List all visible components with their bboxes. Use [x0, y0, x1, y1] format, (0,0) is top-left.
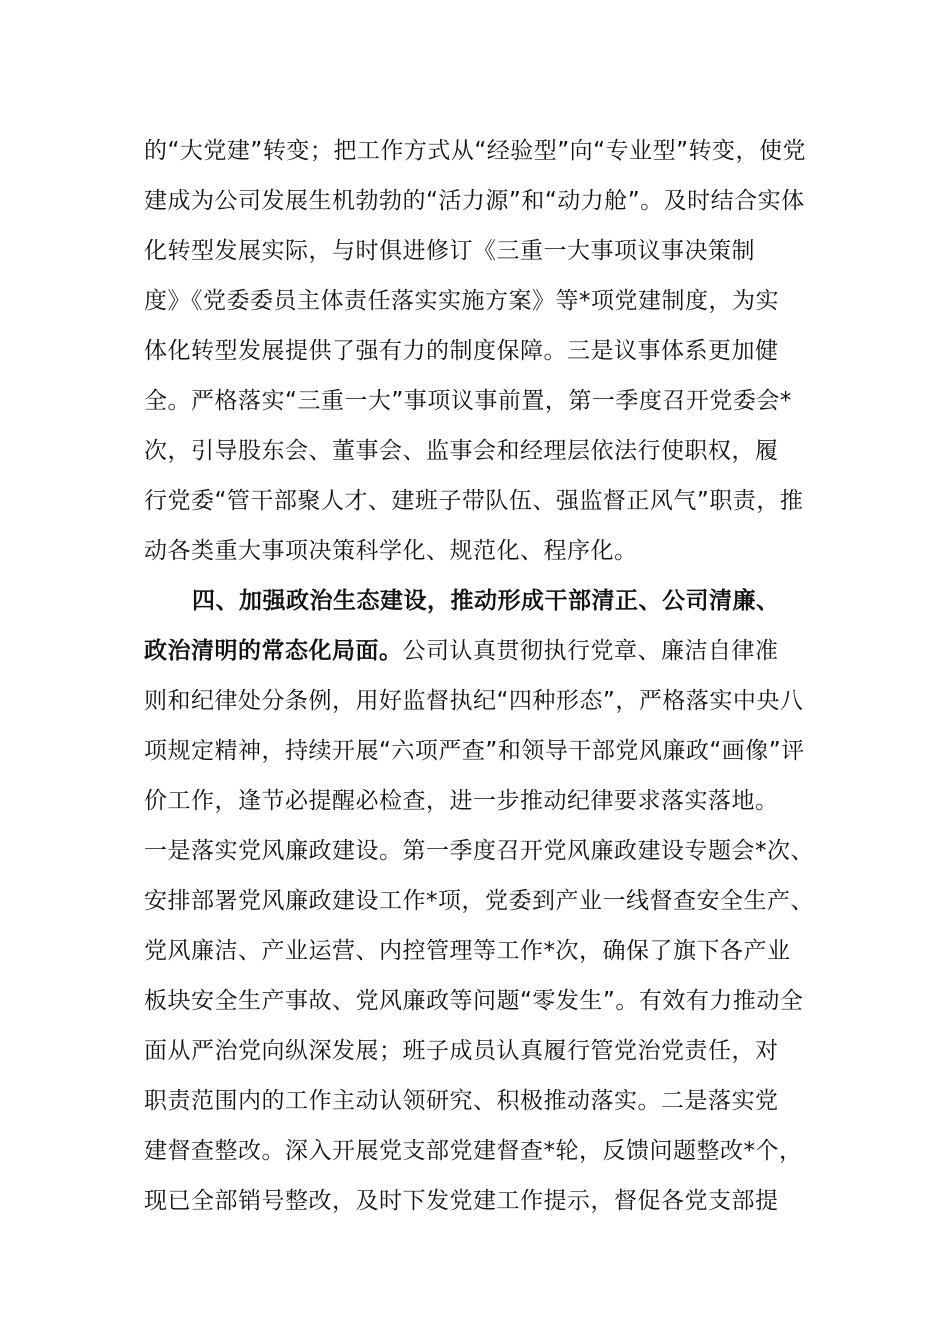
paragraph-text: 公司认真贯彻执行党章、廉洁自律准 [402, 638, 779, 664]
paragraph-line: 全。严格落实“三重一大”事项议事前置，第一季度召开党委会* [144, 388, 792, 414]
paragraph-line: 行党委“管干部聚人才、建班子带队伍、强监督正风气”职责，推 [144, 488, 804, 514]
paragraph-line: 化转型发展实际，与时俱进修订《三重一大事项议事决策制 [144, 238, 755, 264]
paragraph-line: 价工作，逢节必提醒必检查，进一步推动纪律要求落实落地。 [144, 788, 779, 814]
paragraph-line: 度》《党委委员主体责任落实实施方案》等*项党建制度，为实 [144, 288, 779, 314]
paragraph-line: 则和纪律处分条例，用好监督执纪“四种形态”，严格落实中央八 [144, 688, 804, 714]
paragraph-line: 一是落实党风廉政建设。第一季度召开党风廉政建设专题会*次、 [144, 838, 814, 864]
paragraph-line: 动各类重大事项决策科学化、规范化、程序化。 [144, 538, 638, 564]
paragraph-line: 职责范围内的工作主动认领研究、积极推动落实。二是落实党 [144, 1088, 779, 1114]
paragraph-line: 现已全部销号整改，及时下发党建工作提示，督促各党支部提 [144, 1188, 779, 1214]
paragraph-line: 面从严治党向纵深发展；班子成员认真履行管党治党责任，对 [144, 1038, 779, 1064]
paragraph-line: 体化转型发展提供了强有力的制度保障。三是议事体系更加健 [144, 338, 779, 364]
paragraph-line: 的“大党建”转变；把工作方式从“经验型”向“专业型”转变，使党 [144, 138, 806, 164]
paragraph-line: 安排部署党风廉政建设工作*项，党委到产业一线督查安全生产、 [144, 888, 814, 914]
section-heading: 四、加强政治生态建设，推动形成干部清正、公司清廉、 [192, 588, 780, 614]
paragraph-line: 建督查整改。深入开展党支部党建督查*轮，反馈问题整改*个， [144, 1138, 803, 1164]
section-heading-continuation [144, 631, 779, 671]
paragraph-line: 次，引导股东会、董事会、监事会和经理层依法行使职权，履 [144, 438, 779, 464]
paragraph-line: 项规定精神，持续开展“六项严查”和领导干部党风廉政“画像”评 [144, 738, 805, 764]
section-heading-end: 政治清明的常态化局面。 [144, 638, 403, 664]
paragraph-line: 建成为公司发展生机勃勃的“活力源”和“动力舱”。及时结合实体 [144, 188, 805, 214]
paragraph-line: 党风廉洁、产业运营、内控管理等工作*次，确保了旗下各产业 [144, 938, 791, 964]
paragraph-line: 板块安全生产事故、党风廉政等问题“零发生”。有效有力推动全 [144, 988, 804, 1014]
